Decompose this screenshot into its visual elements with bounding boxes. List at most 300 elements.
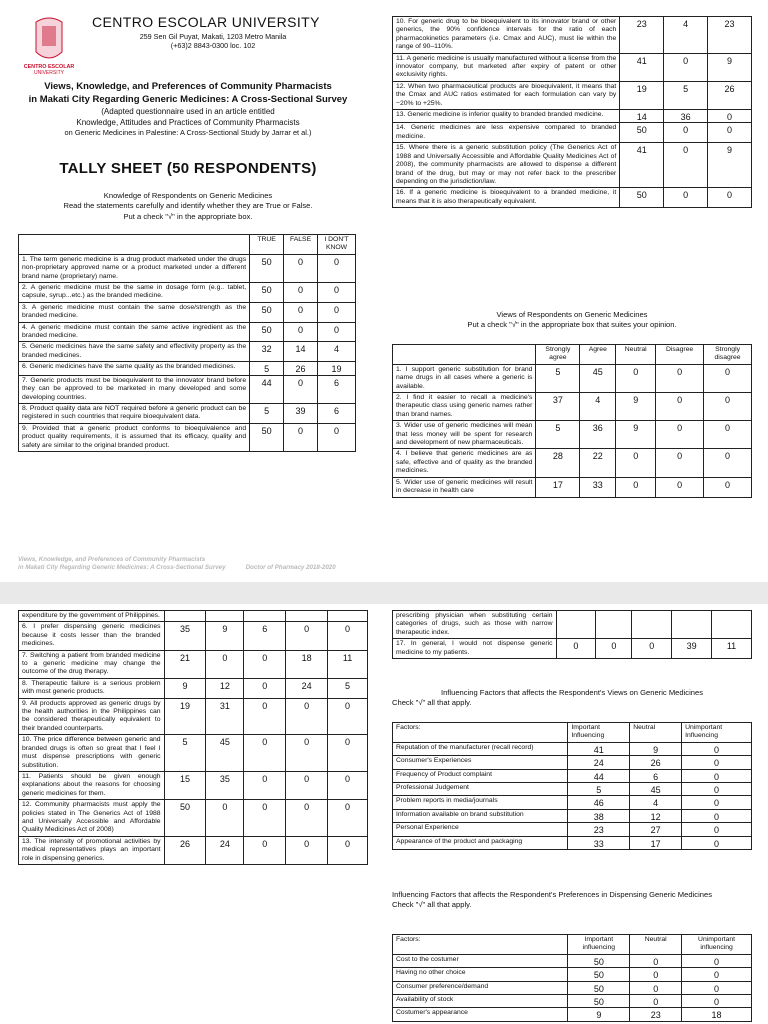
unimportant-count: 0: [682, 836, 752, 849]
unimportant-count: 0: [682, 981, 752, 994]
dont-know-count: 6: [318, 375, 356, 403]
factor-name: Consumer preference/demand: [393, 981, 568, 994]
neutral-count: 23: [630, 1008, 682, 1021]
table-row: [393, 81, 752, 109]
views-statement: prescribing physician when substituting certain categories of drugs, such as those with narrow therapeutic index.: [393, 611, 557, 639]
views-statement: 9. All products approved as generic drugs by the health authorities in the Philippines can be considered therapeutically equivalent to their branded counterparts.: [19, 698, 165, 735]
factors-views-table: [392, 722, 752, 850]
table-row: [393, 954, 752, 967]
knowledge-table-right: [392, 16, 752, 208]
factor-name: Problem reports in media/journals: [393, 796, 568, 809]
table-row: [393, 981, 752, 994]
table-row: [393, 968, 752, 981]
table-row: [393, 477, 752, 497]
views-table-page2-right: [392, 610, 752, 659]
table-row: [393, 756, 752, 769]
true-count: 5: [250, 362, 284, 375]
strongly-disagree-count: 0: [704, 477, 752, 497]
neutral-count: [244, 611, 286, 622]
neutral-count: 0: [616, 364, 656, 392]
views-header-agree: Agree: [580, 345, 616, 365]
neutral-count: 17: [630, 836, 682, 849]
agree-count: 36: [580, 421, 616, 449]
table-row: [19, 650, 368, 678]
table-row: [393, 995, 752, 1008]
disagree-count: 0: [286, 836, 328, 864]
study-title-line-2: in Makati City Regarding Generic Medicines: A Cross-Sectional Survey: [28, 94, 348, 105]
table-row: [393, 364, 752, 392]
disagree-count: [672, 611, 712, 639]
strongly-disagree-count: 0: [704, 421, 752, 449]
agree-count: 12: [206, 678, 244, 698]
table-row: [393, 1008, 752, 1021]
strongly-agree-count: 5: [536, 364, 580, 392]
factor-name: Information available on brand substitution: [393, 809, 568, 822]
knowledge-header-statement: [19, 235, 250, 255]
agree-count: 0: [596, 639, 632, 659]
table-row: [393, 611, 752, 639]
factor-name: Professional Judgement: [393, 783, 568, 796]
false-count: 0: [664, 188, 708, 208]
knowledge-statement: 2. A generic medicine must be the same in dosage form (e.g.. tablet, capsule, syrup...etc.) as the branded medicine.: [19, 283, 250, 303]
table-row: [393, 123, 752, 143]
table-row: [19, 342, 356, 362]
strongly-disagree-count: 0: [704, 364, 752, 392]
false-count: 0: [284, 423, 318, 451]
dont-know-count: 0: [318, 423, 356, 451]
address-line-2: (+63)2 8843-0300 loc. 102: [170, 41, 256, 50]
table-row: [19, 322, 356, 342]
false-count: 39: [284, 403, 318, 423]
views-header-disagree: Disagree: [656, 345, 704, 365]
tally-title: TALLY SHEET (50 RESPONDENTS): [59, 160, 317, 177]
true-count: 50: [620, 123, 664, 143]
disagree-count: 0: [656, 421, 704, 449]
strongly-disagree-count: 0: [328, 800, 368, 837]
knowledge-statement: 4. A generic medicine must contain the same active ingredient as the branded medicine.: [19, 322, 250, 342]
study-title: [8, 80, 368, 138]
neutral-count: 12: [630, 809, 682, 822]
neutral-count: 9: [616, 421, 656, 449]
factors-views-header-important: Important Influencing: [568, 723, 630, 743]
true-count: 44: [250, 375, 284, 403]
knowledge-statement: 7. Generic products must be bioequivalent to the innovator brand before they can be approved to be marketed in many developed and some developing countries.: [19, 375, 250, 403]
neutral-count: 0: [630, 981, 682, 994]
knowledge-statement: 1. The term generic medicine is a drug product marketed under the drugs non-proprietary approved name or a product marketed under a different brand name (proprietary) name.: [19, 254, 250, 282]
table-row: [19, 735, 368, 772]
views-statement: 3. Wider use of generic medicines will mean that less money will be spent for research and development of new pharmaceuticals.: [393, 421, 536, 449]
study-note-line-2: Knowledge, Attitudes and Practices of Community Pharmacists: [76, 118, 300, 127]
table-row: [19, 375, 356, 403]
neutral-count: 0: [630, 995, 682, 1008]
neutral-count: 0: [244, 698, 286, 735]
false-count: 4: [664, 17, 708, 54]
agree-count: 45: [206, 735, 244, 772]
unimportant-count: 0: [682, 796, 752, 809]
factors-dispensing-instruction: Check "√" all that apply.: [392, 900, 472, 909]
table-row: [19, 836, 368, 864]
important-count: 9: [568, 1008, 630, 1021]
agree-count: 33: [580, 477, 616, 497]
true-count: 50: [250, 283, 284, 303]
knowledge-statement: 11. A generic medicine is usually manufactured without a license from the innovator company, but marketed after expiry of patent or other exclusivity rights.: [393, 53, 620, 81]
disagree-count: 39: [672, 639, 712, 659]
strongly-disagree-count: 0: [328, 698, 368, 735]
knowledge-header-dont-know: I DON'T KNOW: [318, 235, 356, 255]
important-count: 46: [568, 796, 630, 809]
unimportant-count: 0: [682, 769, 752, 782]
false-count: 0: [284, 322, 318, 342]
table-row: [19, 622, 368, 650]
views-statement: 2. I find it easier to recall a medicine's therapeutic class using generic names rather than brand names.: [393, 393, 536, 421]
views-statement: 4. I believe that generic medicines are as safe, effective and of quality as the branded medicines.: [393, 449, 536, 477]
svg-text:UNIVERSITY: UNIVERSITY: [33, 70, 65, 76]
table-row: [393, 188, 752, 208]
table-row: [19, 302, 356, 322]
views-statement: 11. Patients should be given enough explanations about the reasons for choosing generic medicines for them.: [19, 771, 165, 799]
true-count: 14: [620, 110, 664, 123]
views-statement: 1. I support generic substitution for brand name drugs in all cases where a generic is available.: [393, 364, 536, 392]
university-logo-icon: [18, 12, 80, 76]
knowledge-statement: 9. Provided that a generic product conforms to bioequivalence and product quality requirements, it is assumed that its efficacy, quality and safety are similar to the original branded product.: [19, 423, 250, 451]
true-count: 5: [250, 403, 284, 423]
strongly-agree-count: 21: [164, 650, 206, 678]
unimportant-count: 0: [682, 823, 752, 836]
footer-line-2: [18, 564, 336, 572]
strongly-disagree-count: 0: [328, 836, 368, 864]
table-row: [393, 143, 752, 188]
disagree-count: 0: [286, 771, 328, 799]
knowledge-statement: 13. Generic medicine is inferior quality to branded branded medicine.: [393, 110, 620, 123]
false-count: 0: [664, 53, 708, 81]
neutral-count: 0: [244, 771, 286, 799]
neutral-count: 6: [630, 769, 682, 782]
unimportant-count: 0: [682, 968, 752, 981]
dont-know-count: 6: [318, 403, 356, 423]
views-statement: 5. Wider use of generic medicines will result in decrease in health care: [393, 477, 536, 497]
neutral-count: [632, 611, 672, 639]
true-count: 50: [620, 188, 664, 208]
dont-know-count: 23: [708, 17, 752, 54]
unimportant-count: 0: [682, 742, 752, 755]
strongly-disagree-count: 0: [328, 771, 368, 799]
dont-know-count: 0: [318, 254, 356, 282]
strongly-agree-count: 26: [164, 836, 206, 864]
important-count: 44: [568, 769, 630, 782]
strongly-disagree-count: 0: [704, 393, 752, 421]
strongly-agree-count: [556, 611, 596, 639]
false-count: 0: [284, 375, 318, 403]
factor-name: Frequency of Product complaint: [393, 769, 568, 782]
factor-name: Consumer's Experiences: [393, 756, 568, 769]
false-count: 0: [284, 283, 318, 303]
disagree-count: 0: [656, 477, 704, 497]
neutral-count: 0: [244, 678, 286, 698]
knowledge-statement: 3. A generic medicine must contain the same dose/strength as the branded medicine.: [19, 302, 250, 322]
neutral-count: 6: [244, 622, 286, 650]
table-row: [393, 110, 752, 123]
factors-dispensing-header-unimportant: Unimportant influencing: [682, 935, 752, 955]
table-row: [19, 678, 368, 698]
knowledge-header-true: TRUE: [250, 235, 284, 255]
neutral-count: 0: [244, 836, 286, 864]
table-row: [19, 254, 356, 282]
table-row: [393, 449, 752, 477]
agree-count: 35: [206, 771, 244, 799]
address-line-1: 259 Sen Gil Puyat, Makati, 1203 Metro Manila: [139, 32, 287, 41]
agree-count: 4: [580, 393, 616, 421]
agree-count: [596, 611, 632, 639]
views-header-statement: [393, 345, 536, 365]
knowledge-statement: 6. Generic medicines have the same quality as the branded medicines.: [19, 362, 250, 375]
knowledge-statement: 15. Where there is a generic substitution policy (The Generics Act of 1988 and Universally Accessible and Affordable Quality Medicines Act of 2008), the community pharmacists are allowed to dispense a different brand of the drug, but may or may not refer back to the prescriber depending on the jurisdiction/law.: [393, 143, 620, 188]
false-count: 0: [284, 254, 318, 282]
views-statement: expenditure by the government of Philippines.: [19, 611, 165, 622]
table-row: [393, 823, 752, 836]
factors-views-instructions: [392, 688, 752, 708]
true-count: 41: [620, 143, 664, 188]
neutral-count: 0: [616, 477, 656, 497]
dont-know-count: 9: [708, 53, 752, 81]
factor-name: Having no other choice: [393, 968, 568, 981]
disagree-count: 0: [286, 698, 328, 735]
table-row: [19, 698, 368, 735]
strongly-disagree-count: 0: [704, 449, 752, 477]
important-count: 23: [568, 823, 630, 836]
true-count: 50: [250, 322, 284, 342]
study-note-line-3: on Generic Medicines in Palestine: A Cross-Sectional Study by Jarrar et al.): [64, 128, 312, 137]
dont-know-count: 0: [318, 302, 356, 322]
unimportant-count: 0: [682, 995, 752, 1008]
table-row: [393, 809, 752, 822]
agree-count: 22: [580, 449, 616, 477]
strongly-agree-count: 5: [164, 735, 206, 772]
dont-know-count: 0: [708, 123, 752, 143]
factors-views-header-neutral: Neutral: [630, 723, 682, 743]
table-row: [393, 421, 752, 449]
disagree-count: 0: [656, 393, 704, 421]
factors-views-heading: Influencing Factors that affects the Respondent's Views on Generic Medicines: [440, 688, 704, 697]
important-count: 33: [568, 836, 630, 849]
knowledge-statement: 8. Product quality data are NOT required before a generic product can be registered in such countries that require bioequivalent data.: [19, 403, 250, 423]
disagree-count: 0: [286, 622, 328, 650]
true-count: 50: [250, 423, 284, 451]
views-statement: 7. Switching a patient from branded medicine to a generic medicine may change the outcome of the drug therapy.: [19, 650, 165, 678]
views-heading: Views of Respondents on Generic Medicines: [496, 310, 648, 319]
study-title-line-1: Views, Knowledge, and Preferences of Community Pharmacists: [44, 81, 332, 92]
table-row: [19, 800, 368, 837]
views-header-neutral: Neutral: [616, 345, 656, 365]
dont-know-count: 9: [708, 143, 752, 188]
neutral-count: 9: [616, 393, 656, 421]
dont-know-count: 0: [708, 110, 752, 123]
strongly-agree-count: 28: [536, 449, 580, 477]
disagree-count: 0: [656, 364, 704, 392]
table-row: [393, 769, 752, 782]
neutral-count: 9: [630, 742, 682, 755]
knowledge-instructions: [8, 191, 368, 222]
true-count: 19: [620, 81, 664, 109]
neutral-count: 0: [244, 650, 286, 678]
svg-text:CENTRO ESCOLAR: CENTRO ESCOLAR: [23, 64, 75, 70]
agree-count: 45: [580, 364, 616, 392]
knowledge-header-false: FALSE: [284, 235, 318, 255]
factors-dispensing-heading: Influencing Factors that affects the Respondent's Preferences in Dispensing Generic Medicines: [392, 890, 712, 899]
table-row: [19, 283, 356, 303]
agree-count: 0: [206, 650, 244, 678]
views-statement: 17. In general, I would not dispense generic medicine to my patients.: [393, 639, 557, 659]
neutral-count: 0: [244, 735, 286, 772]
disagree-count: [286, 611, 328, 622]
strongly-agree-count: 9: [164, 678, 206, 698]
strongly-agree-count: [164, 611, 206, 622]
disagree-count: 0: [286, 735, 328, 772]
knowledge-instruction-2: Put a check "√" in the appropriate box.: [123, 211, 253, 221]
factors-dispensing-instructions: [392, 890, 752, 910]
knowledge-statement: 16. If a generic medicine is bioequivalent to a branded medicine, it means that it is also therapeutically equivalent.: [393, 188, 620, 208]
important-count: 50: [568, 954, 630, 967]
important-count: 5: [568, 783, 630, 796]
neutral-count: 0: [244, 800, 286, 837]
strongly-agree-count: 35: [164, 622, 206, 650]
disagree-count: 18: [286, 650, 328, 678]
strongly-disagree-count: [328, 611, 368, 622]
page-separator: [0, 582, 768, 604]
true-count: 50: [250, 302, 284, 322]
views-header-strongly-disagree: Strongly disagree: [704, 345, 752, 365]
neutral-count: 0: [630, 968, 682, 981]
factor-name: Availability of stock: [393, 995, 568, 1008]
important-count: 41: [568, 742, 630, 755]
table-row: [19, 611, 368, 622]
dont-know-count: 19: [318, 362, 356, 375]
table-row: [393, 796, 752, 809]
strongly-disagree-count: 0: [328, 735, 368, 772]
important-count: 50: [568, 968, 630, 981]
page-2: [0, 604, 768, 1024]
unimportant-count: 0: [682, 809, 752, 822]
neutral-count: 0: [632, 639, 672, 659]
strongly-agree-count: 50: [164, 800, 206, 837]
table-row: [393, 836, 752, 849]
views-statement: 8. Therapeutic failure is a serious problem with most generic products.: [19, 678, 165, 698]
table-row: [19, 403, 356, 423]
neutral-count: 0: [630, 954, 682, 967]
factors-views-instruction: Check "√" all that apply.: [392, 698, 472, 707]
true-count: 50: [250, 254, 284, 282]
factor-name: Cost to the costumer: [393, 954, 568, 967]
factor-name: Personal Experience: [393, 823, 568, 836]
unimportant-count: 0: [682, 783, 752, 796]
knowledge-statement: 10. For generic drug to be bioequivalent to its innovator brand or other generics, the 90% confidence intervals for the ratio of each pharmacokinetics parameters (i.e. Cmax and AUC), must lie within the range of 90–110%.: [393, 17, 620, 54]
university-address: [108, 32, 318, 50]
knowledge-statement: 12. When two pharmaceutical products are bioequivalent, it means that the Cmax and AUC ratios estimated for each formulation can vary by −20% to +25%.: [393, 81, 620, 109]
views-statement: 10. The price difference between generic and branded drugs is often so great that I feel I must dispense prescriptions with generic substitution.: [19, 735, 165, 772]
false-count: 0: [664, 143, 708, 188]
views-table-page1: [392, 344, 752, 498]
agree-count: 24: [206, 836, 244, 864]
strongly-disagree-count: 5: [328, 678, 368, 698]
views-header-strongly-agree: Strongly agree: [536, 345, 580, 365]
neutral-count: 0: [616, 449, 656, 477]
knowledge-table-left: [18, 234, 356, 452]
disagree-count: 0: [286, 800, 328, 837]
agree-count: 31: [206, 698, 244, 735]
strongly-agree-count: 5: [536, 421, 580, 449]
views-statement: 13. The intensity of promotional activities by medical representatives plays an important role in dispensing generics.: [19, 836, 165, 864]
false-count: 0: [664, 123, 708, 143]
agree-count: 0: [206, 800, 244, 837]
factor-name: Appearance of the product and packaging: [393, 836, 568, 849]
unimportant-count: 0: [682, 954, 752, 967]
factors-dispensing-header-neutral: Neutral: [630, 935, 682, 955]
factor-name: Reputation of the manufacturer (recall record): [393, 742, 568, 755]
strongly-disagree-count: 0: [328, 622, 368, 650]
university-name: CENTRO ESCOLAR UNIVERSITY: [92, 14, 320, 30]
strongly-disagree-count: 11: [328, 650, 368, 678]
strongly-agree-count: 15: [164, 771, 206, 799]
agree-count: 9: [206, 622, 244, 650]
dont-know-count: 0: [708, 188, 752, 208]
factors-dispensing-header-factors: Factors:: [393, 935, 568, 955]
knowledge-instruction-1: Read the statements carefully and identify whether they are True or False.: [63, 201, 313, 211]
unimportant-count: 18: [682, 1008, 752, 1021]
false-count: 14: [284, 342, 318, 362]
page-footer: [18, 556, 336, 572]
views-table-page2-left: [18, 610, 368, 865]
table-row: [19, 423, 356, 451]
false-count: 36: [664, 110, 708, 123]
true-count: 32: [250, 342, 284, 362]
factors-dispensing-table: [392, 934, 752, 1022]
false-count: 5: [664, 81, 708, 109]
dont-know-count: 0: [318, 322, 356, 342]
table-row: [393, 639, 752, 659]
factors-dispensing-header-important: Important influencing: [568, 935, 630, 955]
neutral-count: 45: [630, 783, 682, 796]
dont-know-count: 26: [708, 81, 752, 109]
knowledge-statement: 5. Generic medicines have the same safety and effectivity property as the branded medicines.: [19, 342, 250, 362]
strongly-agree-count: 37: [536, 393, 580, 421]
footer-line-2-text: in Makati City Regarding Generic Medicines: A Cross-Sectional Survey: [18, 564, 226, 571]
important-count: 50: [568, 995, 630, 1008]
table-row: [19, 771, 368, 799]
true-count: 41: [620, 53, 664, 81]
unimportant-count: 0: [682, 756, 752, 769]
strongly-disagree-count: 11: [712, 639, 752, 659]
knowledge-heading: Knowledge of Respondents on Generic Medicines: [103, 191, 273, 200]
strongly-agree-count: 17: [536, 477, 580, 497]
table-row: [393, 53, 752, 81]
disagree-count: 24: [286, 678, 328, 698]
views-instructions: [392, 310, 752, 330]
table-row: [19, 362, 356, 375]
views-statement: 6. I prefer dispensing generic medicines because it costs lesser than the branded medicines.: [19, 622, 165, 650]
views-instruction: Put a check "√" in the appropriate box that suites your opinion.: [467, 320, 677, 329]
footer-line-1: Views, Knowledge, and Preferences of Community Pharmacists: [18, 556, 206, 563]
neutral-count: 27: [630, 823, 682, 836]
dont-know-count: 0: [318, 283, 356, 303]
true-count: 23: [620, 17, 664, 54]
neutral-count: 4: [630, 796, 682, 809]
factors-views-header-unimportant: Unimportant Influencing: [682, 723, 752, 743]
important-count: 50: [568, 981, 630, 994]
table-row: [393, 17, 752, 54]
dont-know-count: 4: [318, 342, 356, 362]
important-count: 38: [568, 809, 630, 822]
agree-count: [206, 611, 244, 622]
table-row: [393, 742, 752, 755]
